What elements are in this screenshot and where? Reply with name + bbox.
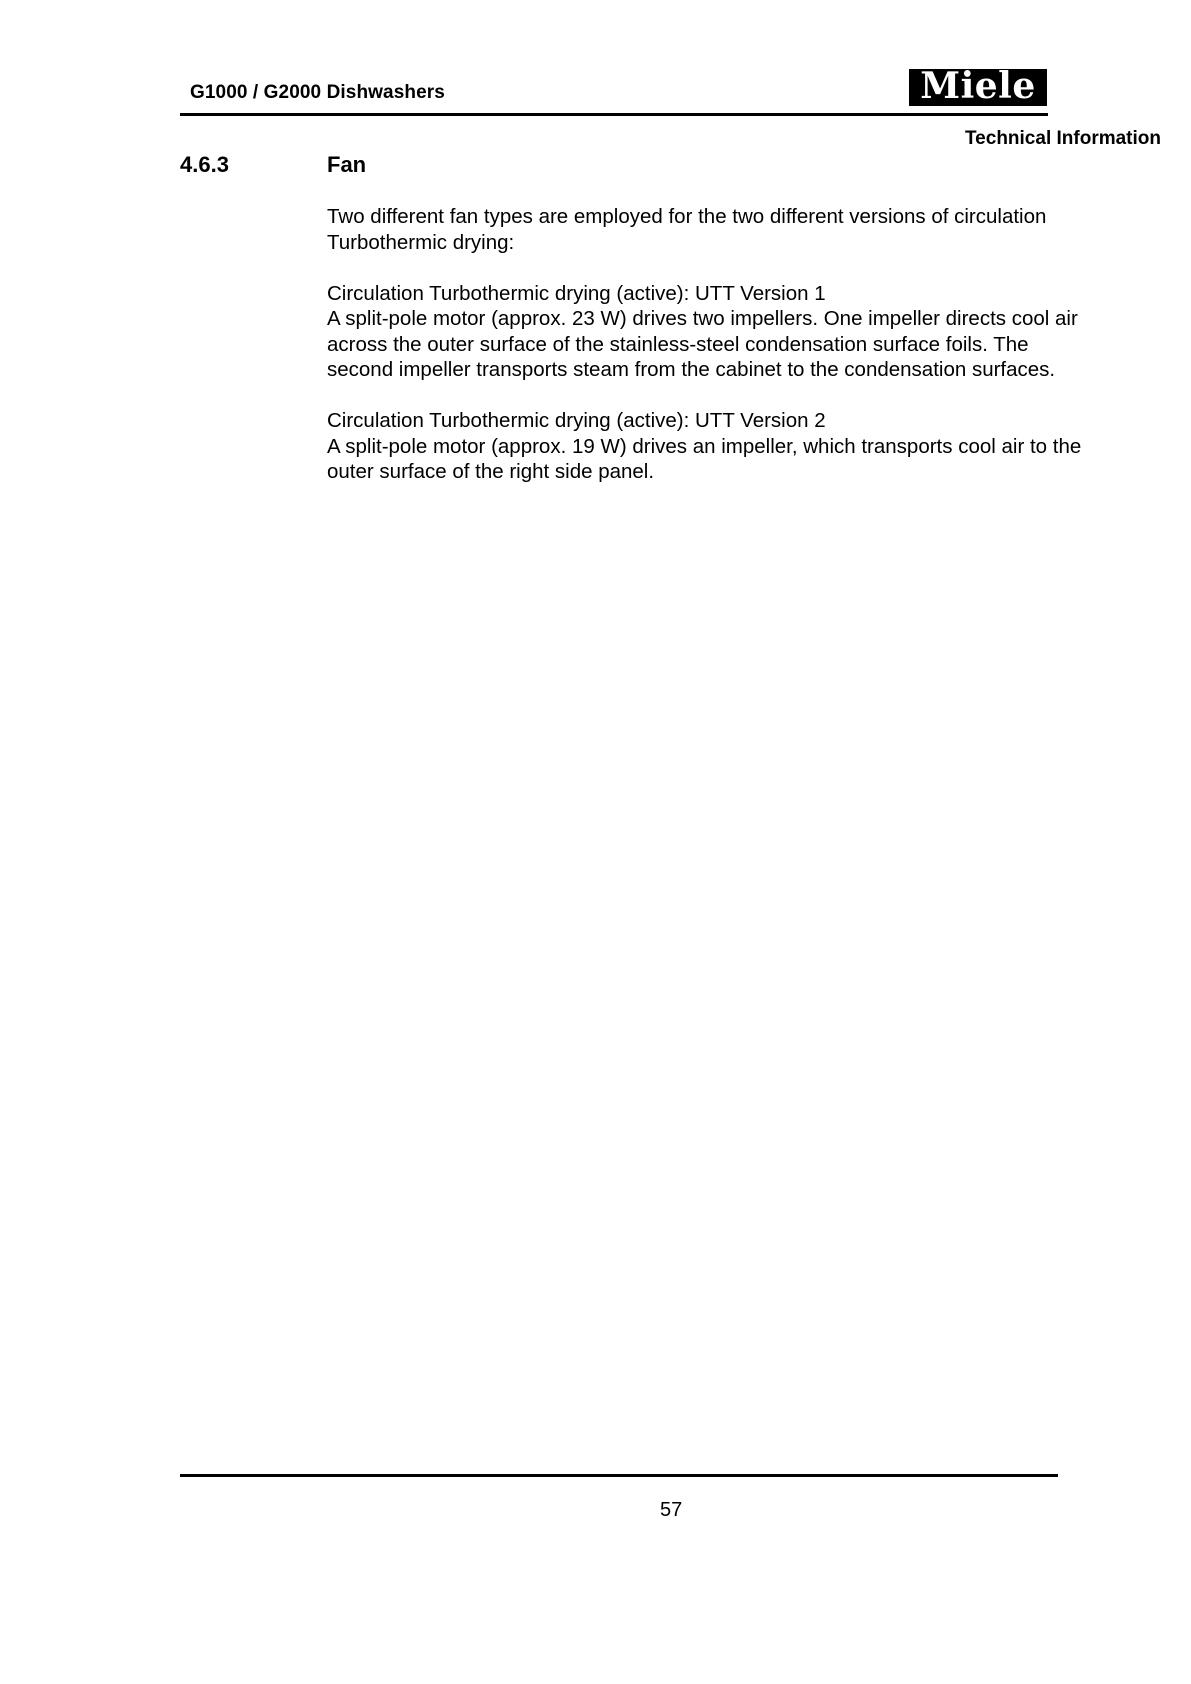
logo-text: Miele xyxy=(920,65,1036,107)
text-line: Circulation Turbothermic drying (active): UTT Version 2 xyxy=(327,409,826,432)
paragraph xyxy=(327,204,1157,255)
text-line: Turbothermic drying: xyxy=(327,230,515,254)
document-title: G1000 / G2000 Dishwashers xyxy=(190,82,445,103)
text-line: second impeller transports steam from the cabinet to the condensation surfaces. xyxy=(327,358,1056,381)
text-line: outer surface of the right side panel. xyxy=(327,460,655,483)
section-body xyxy=(327,204,1157,510)
miele-logo xyxy=(909,65,1047,107)
text-line: A split-pole motor (approx. 19 W) drives an impeller, which transports cool air to the xyxy=(327,434,1082,458)
text-line: A split-pole motor (approx. 23 W) drives two impellers. One impeller directs cool air xyxy=(327,307,1078,330)
section-number: 4.6.3 xyxy=(180,152,229,177)
text-line: Two different fan types are employed for the two different versions of circulation xyxy=(327,205,1047,228)
header-divider xyxy=(180,113,1048,116)
paragraph xyxy=(327,408,1157,485)
footer-divider xyxy=(180,1474,1058,1477)
text-line: across the outer surface of the stainless-steel condensation surface foils. The xyxy=(327,332,1029,356)
page-number: 57 xyxy=(660,1499,683,1521)
section-title: Fan xyxy=(327,152,367,177)
text-line: Circulation Turbothermic drying (active): UTT Version 1 xyxy=(327,281,826,305)
document-subtitle: Technical Information xyxy=(964,128,1161,149)
paragraph xyxy=(327,281,1157,383)
